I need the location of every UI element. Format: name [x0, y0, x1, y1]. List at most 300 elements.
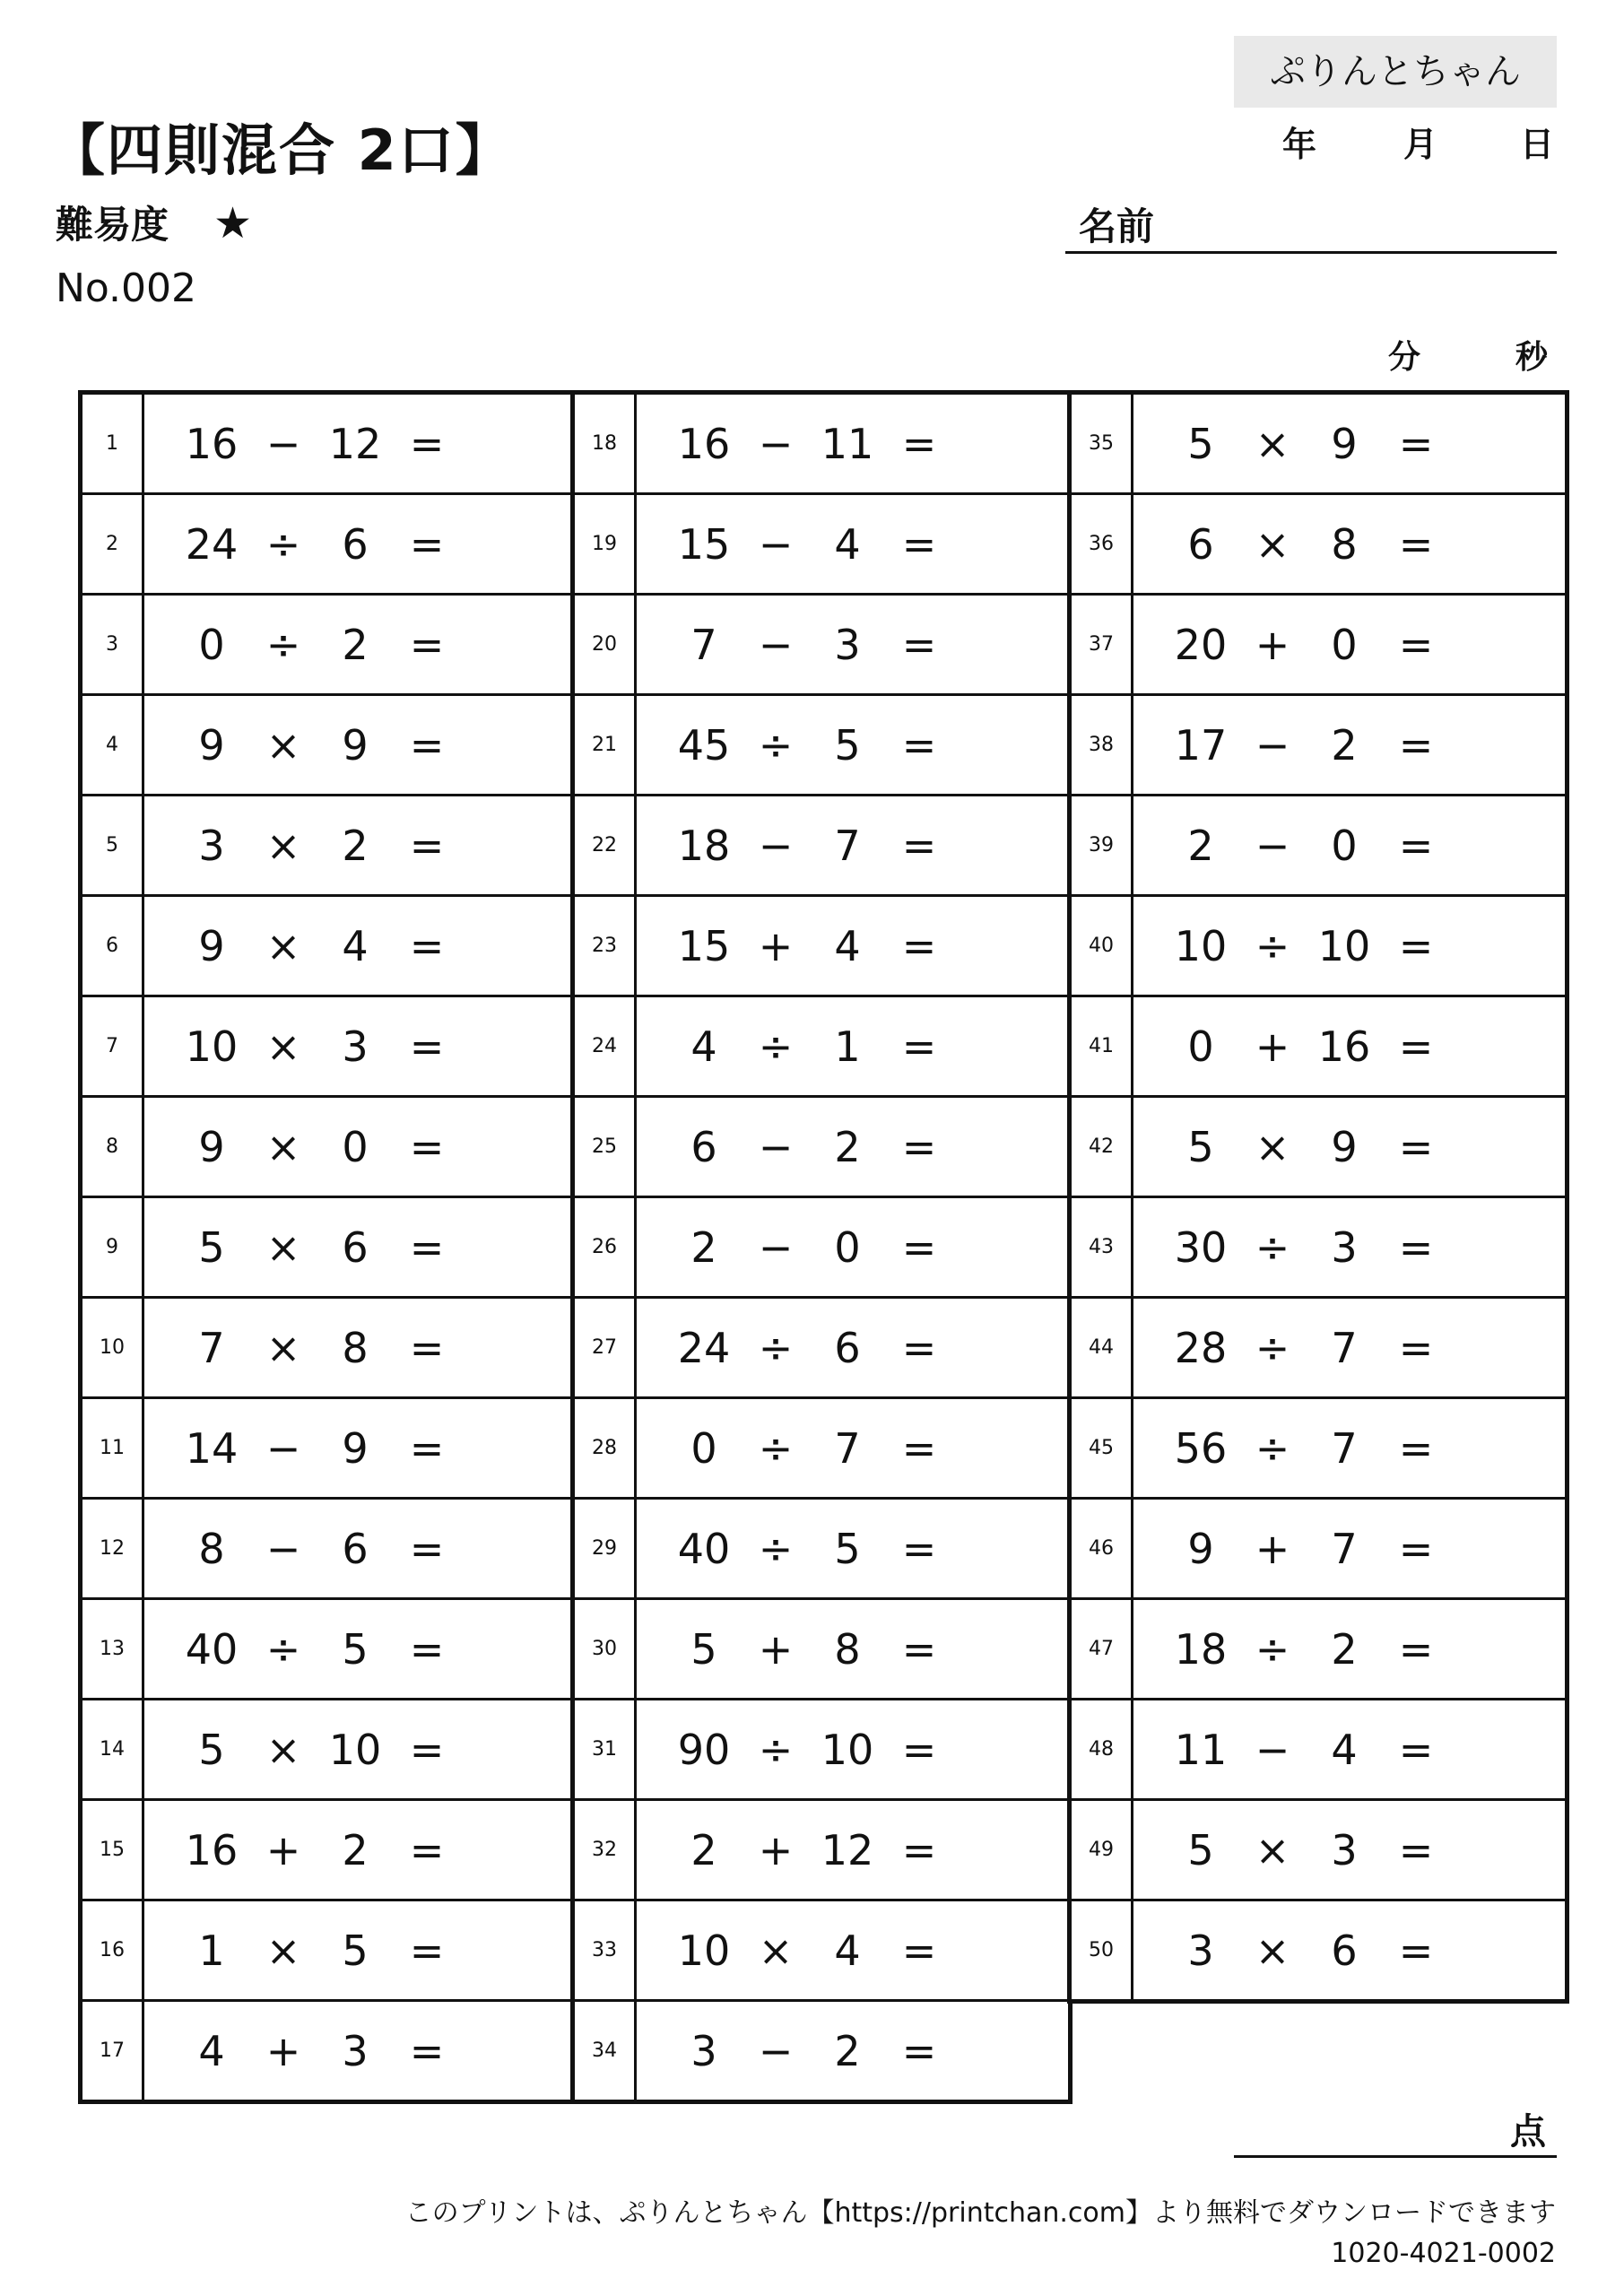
- problem-number: 34: [575, 2002, 637, 2100]
- problem-row: [575, 1198, 1068, 1299]
- equals-sign: =: [409, 419, 445, 468]
- problem-expression[interactable]: [144, 1198, 576, 1296]
- operand-right: 2: [1331, 1624, 1358, 1674]
- problem-number: 41: [1072, 997, 1133, 1095]
- operator: ÷: [265, 620, 301, 669]
- problem-row: [575, 1500, 1068, 1600]
- problem-expression[interactable]: [1133, 1299, 1565, 1396]
- operator: −: [758, 2026, 794, 2075]
- operator: ÷: [758, 1725, 794, 1774]
- problem-expression[interactable]: [144, 997, 576, 1095]
- problem-expression[interactable]: [637, 395, 1068, 492]
- equals-sign: =: [901, 921, 937, 970]
- operand-left: 24: [677, 1323, 731, 1372]
- problem-number: 27: [575, 1299, 637, 1396]
- operand-right: 0: [1331, 620, 1358, 669]
- problem-row: [1072, 1801, 1565, 1901]
- problem-number: 23: [575, 897, 637, 995]
- operator: ×: [265, 1725, 301, 1774]
- problem-number: 16: [83, 1901, 144, 1999]
- equals-sign: =: [901, 1624, 937, 1674]
- equals-sign: =: [1398, 519, 1434, 569]
- problem-expression[interactable]: [1133, 495, 1565, 593]
- equals-sign: =: [409, 821, 445, 870]
- problem-expression[interactable]: [1133, 596, 1565, 693]
- operand-right: 4: [834, 519, 861, 569]
- problem-row: [83, 1901, 576, 2002]
- score-label: 点: [1510, 2111, 1546, 2152]
- operand-left: 0: [1187, 1022, 1214, 1071]
- problem-number: 36: [1072, 495, 1133, 593]
- problem-row: [1072, 395, 1565, 495]
- operand-right: 0: [1331, 821, 1358, 870]
- problem-expression[interactable]: [144, 796, 576, 894]
- operand-left: 7: [198, 1323, 225, 1372]
- operand-left: 2: [690, 1825, 717, 1874]
- operator: ÷: [1255, 1624, 1290, 1674]
- problem-number: 37: [1072, 596, 1133, 693]
- problem-expression[interactable]: [1133, 1801, 1565, 1899]
- problem-expression[interactable]: [637, 696, 1068, 794]
- operand-left: 45: [677, 720, 731, 770]
- equals-sign: =: [409, 1624, 445, 1674]
- operand-left: 40: [185, 1624, 239, 1674]
- operator: ×: [1255, 1926, 1290, 1975]
- operator: ÷: [265, 1624, 301, 1674]
- operand-left: 18: [1174, 1624, 1228, 1674]
- equals-sign: =: [1398, 1222, 1434, 1272]
- equals-sign: =: [901, 1222, 937, 1272]
- problem-row: [83, 1299, 576, 1399]
- operand-left: 14: [185, 1423, 239, 1473]
- problem-number: 25: [575, 1098, 637, 1196]
- operator: +: [758, 1624, 794, 1674]
- problem-row: [575, 1098, 1068, 1198]
- problem-number: 33: [575, 1901, 637, 1999]
- problem-expression[interactable]: [1133, 1399, 1565, 1497]
- equals-sign: =: [409, 1524, 445, 1573]
- equals-sign: =: [1398, 1725, 1434, 1774]
- operand-right: 7: [1331, 1323, 1358, 1372]
- operand-right: 9: [342, 720, 369, 770]
- problem-number: 29: [575, 1500, 637, 1597]
- problem-expression[interactable]: [1133, 395, 1565, 492]
- operator: ÷: [758, 1323, 794, 1372]
- problem-number: 24: [575, 997, 637, 1095]
- problem-number: 46: [1072, 1500, 1133, 1597]
- problem-number: 47: [1072, 1600, 1133, 1698]
- equals-sign: =: [901, 1423, 937, 1473]
- operand-left: 30: [1174, 1222, 1228, 1272]
- operand-right: 11: [821, 419, 874, 468]
- operator: −: [265, 1423, 301, 1473]
- operand-left: 3: [1187, 1926, 1214, 1975]
- operand-left: 10: [1174, 921, 1228, 970]
- problem-number: 19: [575, 495, 637, 593]
- operand-right: 0: [834, 1222, 861, 1272]
- problem-row: [575, 1801, 1068, 1901]
- operand-left: 10: [677, 1926, 731, 1975]
- operator: ×: [265, 1323, 301, 1372]
- operator: ÷: [1255, 1423, 1290, 1473]
- operand-right: 6: [1331, 1926, 1358, 1975]
- problem-row: [1072, 1600, 1565, 1700]
- operand-right: 7: [1331, 1524, 1358, 1573]
- problem-expression[interactable]: [637, 1901, 1068, 1999]
- operand-left: 3: [198, 821, 225, 870]
- operand-right: 6: [834, 1323, 861, 1372]
- operator: +: [1255, 1022, 1290, 1071]
- operator: ×: [265, 1122, 301, 1171]
- operand-right: 10: [821, 1725, 874, 1774]
- problem-expression[interactable]: [637, 1600, 1068, 1698]
- name-field[interactable]: [1065, 197, 1557, 254]
- problem-expression[interactable]: [1133, 897, 1565, 995]
- problem-row: [575, 1901, 1068, 2002]
- problem-expression[interactable]: [144, 495, 576, 593]
- problem-row: [83, 395, 576, 495]
- problem-number: 42: [1072, 1098, 1133, 1196]
- operand-right: 9: [1331, 419, 1358, 468]
- operand-right: 5: [342, 1624, 369, 1674]
- equals-sign: =: [901, 519, 937, 569]
- problem-expression[interactable]: [1133, 1198, 1565, 1296]
- operand-left: 18: [677, 821, 731, 870]
- operator: −: [758, 419, 794, 468]
- date-year-label: 年: [1282, 125, 1317, 164]
- operator: +: [1255, 1524, 1290, 1573]
- equals-sign: =: [901, 720, 937, 770]
- problem-row: [83, 696, 576, 796]
- operand-right: 4: [834, 1926, 861, 1975]
- difficulty-label: 難易度: [56, 203, 169, 247]
- operand-right: 3: [342, 2026, 369, 2075]
- operator: ×: [265, 1222, 301, 1272]
- operand-left: 5: [198, 1725, 225, 1774]
- operator: −: [265, 1524, 301, 1573]
- operand-left: 2: [690, 1222, 717, 1272]
- operator: ×: [265, 821, 301, 870]
- problem-expression[interactable]: [144, 897, 576, 995]
- problem-row: [83, 1098, 576, 1198]
- operand-left: 16: [185, 1825, 239, 1874]
- operand-left: 4: [198, 2026, 225, 2075]
- problem-expression[interactable]: [637, 2002, 1068, 2100]
- problem-row: [83, 596, 576, 696]
- equals-sign: =: [901, 1725, 937, 1774]
- problem-expression[interactable]: [144, 395, 576, 492]
- problem-column-3: [1067, 390, 1569, 2004]
- operand-right: 4: [342, 921, 369, 970]
- equals-sign: =: [901, 1022, 937, 1071]
- problem-expression[interactable]: [1133, 796, 1565, 894]
- operator: ×: [1255, 1825, 1290, 1874]
- equals-sign: =: [901, 1825, 937, 1874]
- operator: ×: [265, 1022, 301, 1071]
- operand-right: 5: [834, 1524, 861, 1573]
- operand-left: 28: [1174, 1323, 1228, 1372]
- problem-number: 20: [575, 596, 637, 693]
- operand-right: 2: [342, 1825, 369, 1874]
- operand-right: 2: [342, 620, 369, 669]
- operand-right: 3: [834, 620, 861, 669]
- operator: −: [758, 1122, 794, 1171]
- problem-number: 7: [83, 997, 144, 1095]
- problem-expression[interactable]: [637, 1198, 1068, 1296]
- problem-number: 5: [83, 796, 144, 894]
- operand-right: 9: [342, 1423, 369, 1473]
- operand-left: 10: [185, 1022, 239, 1071]
- problem-expression[interactable]: [1133, 696, 1565, 794]
- operand-left: 16: [185, 419, 239, 468]
- problem-row: [83, 1500, 576, 1600]
- problem-row: [575, 696, 1068, 796]
- problem-row: [575, 2002, 1068, 2100]
- problem-number: 45: [1072, 1399, 1133, 1497]
- equals-sign: =: [409, 1323, 445, 1372]
- problem-number: 31: [575, 1700, 637, 1798]
- problem-row: [83, 2002, 576, 2100]
- problem-number: 18: [575, 395, 637, 492]
- operand-right: 7: [834, 1423, 861, 1473]
- problem-row: [575, 596, 1068, 696]
- equals-sign: =: [901, 821, 937, 870]
- equals-sign: =: [1398, 419, 1434, 468]
- problem-expression[interactable]: [144, 1098, 576, 1196]
- problem-expression[interactable]: [144, 596, 576, 693]
- operator: ×: [1255, 1122, 1290, 1171]
- operand-right: 6: [342, 519, 369, 569]
- problem-number: 39: [1072, 796, 1133, 894]
- operand-right: 8: [834, 1624, 861, 1674]
- operand-right: 2: [1331, 720, 1358, 770]
- operand-right: 2: [342, 821, 369, 870]
- equals-sign: =: [901, 419, 937, 468]
- problem-expression[interactable]: [637, 897, 1068, 995]
- problem-row: [83, 1198, 576, 1299]
- problem-expression[interactable]: [144, 696, 576, 794]
- problem-row: [83, 1399, 576, 1500]
- problem-expression[interactable]: [637, 1700, 1068, 1798]
- operator: +: [1255, 620, 1290, 669]
- problem-row: [1072, 997, 1565, 1098]
- problem-number: 13: [83, 1600, 144, 1698]
- problem-row: [83, 897, 576, 997]
- problem-expression[interactable]: [144, 1801, 576, 1899]
- problem-expression[interactable]: [1133, 1700, 1565, 1798]
- operand-left: 6: [1187, 519, 1214, 569]
- problem-expression[interactable]: [144, 1500, 576, 1597]
- operator: +: [265, 2026, 301, 2075]
- operand-left: 9: [198, 1122, 225, 1171]
- operand-right: 10: [328, 1725, 382, 1774]
- operand-right: 2: [834, 1122, 861, 1171]
- operand-right: 16: [1317, 1022, 1371, 1071]
- operand-right: 8: [342, 1323, 369, 1372]
- operator: −: [758, 519, 794, 569]
- operator: ×: [758, 1926, 794, 1975]
- problem-number: 12: [83, 1500, 144, 1597]
- problem-number: 21: [575, 696, 637, 794]
- problem-number: 32: [575, 1801, 637, 1899]
- problem-expression[interactable]: [1133, 1901, 1565, 1999]
- problem-number: 49: [1072, 1801, 1133, 1899]
- problem-row: [1072, 495, 1565, 596]
- date-day-label: 日: [1520, 125, 1555, 164]
- equals-sign: =: [1398, 1122, 1434, 1171]
- problem-expression[interactable]: [144, 1901, 576, 1999]
- problem-expression[interactable]: [637, 997, 1068, 1095]
- problem-number: 9: [83, 1198, 144, 1296]
- footer-note: このプリントは、ぷりんとちゃん【https://printchan.com】より無料でダウンロードできます: [404, 2197, 1556, 2229]
- problem-number: 30: [575, 1600, 637, 1698]
- operand-right: 4: [834, 921, 861, 970]
- operand-right: 2: [834, 2026, 861, 2075]
- problem-number: 17: [83, 2002, 144, 2100]
- problem-number: 26: [575, 1198, 637, 1296]
- equals-sign: =: [1398, 1524, 1434, 1573]
- operand-right: 10: [1317, 921, 1371, 970]
- problem-row: [83, 1600, 576, 1700]
- equals-sign: =: [901, 620, 937, 669]
- equals-sign: =: [901, 2026, 937, 2075]
- problem-row: [575, 1600, 1068, 1700]
- problem-row: [1072, 1198, 1565, 1299]
- equals-sign: =: [409, 1222, 445, 1272]
- operator: −: [758, 620, 794, 669]
- operator: −: [1255, 720, 1290, 770]
- problem-expression[interactable]: [637, 1098, 1068, 1196]
- problem-column-2: [570, 390, 1073, 2104]
- equals-sign: =: [1398, 720, 1434, 770]
- operator: ÷: [758, 720, 794, 770]
- operand-left: 5: [1187, 1122, 1214, 1171]
- operand-left: 7: [690, 620, 717, 669]
- operand-left: 90: [677, 1725, 731, 1774]
- problem-expression[interactable]: [144, 1600, 576, 1698]
- operand-left: 16: [677, 419, 731, 468]
- equals-sign: =: [901, 1524, 937, 1573]
- problem-row: [1072, 1399, 1565, 1500]
- problem-expression[interactable]: [637, 495, 1068, 593]
- problem-expression[interactable]: [637, 796, 1068, 894]
- operand-left: 15: [677, 921, 731, 970]
- operand-left: 0: [198, 620, 225, 669]
- equals-sign: =: [1398, 1926, 1434, 1975]
- problem-expression[interactable]: [637, 1399, 1068, 1497]
- problem-expression[interactable]: [1133, 1600, 1565, 1698]
- operand-right: 7: [1331, 1423, 1358, 1473]
- problem-row: [1072, 796, 1565, 897]
- operand-left: 56: [1174, 1423, 1228, 1473]
- equals-sign: =: [409, 2026, 445, 2075]
- score-field[interactable]: [1234, 2103, 1557, 2158]
- operator: +: [758, 921, 794, 970]
- operator: ÷: [265, 519, 301, 569]
- problem-expression[interactable]: [637, 1299, 1068, 1396]
- operand-left: 5: [198, 1222, 225, 1272]
- operator: +: [758, 1825, 794, 1874]
- operand-left: 15: [677, 519, 731, 569]
- problem-number: 38: [1072, 696, 1133, 794]
- equals-sign: =: [901, 1122, 937, 1171]
- problem-row: [83, 495, 576, 596]
- problem-row: [575, 495, 1068, 596]
- operand-left: 20: [1174, 620, 1228, 669]
- operand-right: 12: [821, 1825, 874, 1874]
- problem-expression[interactable]: [144, 1299, 576, 1396]
- operator: −: [758, 1222, 794, 1272]
- problem-row: [83, 1801, 576, 1901]
- problem-number: 3: [83, 596, 144, 693]
- operand-left: 24: [185, 519, 239, 569]
- problem-row: [1072, 696, 1565, 796]
- time-fields: [1372, 332, 1560, 377]
- operand-left: 5: [690, 1624, 717, 1674]
- problem-row: [1072, 1700, 1565, 1801]
- operand-right: 8: [1331, 519, 1358, 569]
- problem-row: [575, 1700, 1068, 1801]
- problem-row: [1072, 1500, 1565, 1600]
- problem-expression[interactable]: [1133, 1500, 1565, 1597]
- operand-left: 9: [198, 921, 225, 970]
- problem-row: [575, 1299, 1068, 1399]
- equals-sign: =: [409, 720, 445, 770]
- problem-row: [1072, 1299, 1565, 1399]
- operator: ×: [1255, 519, 1290, 569]
- operand-right: 12: [328, 419, 382, 468]
- operator: ×: [265, 1926, 301, 1975]
- problem-expression[interactable]: [637, 1801, 1068, 1899]
- problem-expression[interactable]: [144, 2002, 576, 2100]
- operand-left: 2: [1187, 821, 1214, 870]
- problem-row: [575, 897, 1068, 997]
- equals-sign: =: [409, 1122, 445, 1171]
- operator: −: [758, 821, 794, 870]
- equals-sign: =: [409, 921, 445, 970]
- page-title: 【四則混合 2口】: [49, 117, 513, 183]
- problem-expression[interactable]: [637, 596, 1068, 693]
- operand-right: 6: [342, 1524, 369, 1573]
- operand-right: 0: [342, 1122, 369, 1171]
- problem-row: [575, 1399, 1068, 1500]
- operand-right: 1: [834, 1022, 861, 1071]
- equals-sign: =: [409, 620, 445, 669]
- operand-left: 8: [198, 1524, 225, 1573]
- problem-expression[interactable]: [1133, 1098, 1565, 1196]
- difficulty: [56, 196, 252, 249]
- problem-expression[interactable]: [1133, 997, 1565, 1095]
- problem-number: 35: [1072, 395, 1133, 492]
- problem-number: 50: [1072, 1901, 1133, 1999]
- operand-left: 6: [690, 1122, 717, 1171]
- problem-number: 8: [83, 1098, 144, 1196]
- operand-right: 3: [1331, 1825, 1358, 1874]
- operator: −: [1255, 821, 1290, 870]
- problem-expression[interactable]: [637, 1500, 1068, 1597]
- problem-number: 11: [83, 1399, 144, 1497]
- operand-left: 9: [198, 720, 225, 770]
- problem-number: 1: [83, 395, 144, 492]
- equals-sign: =: [409, 1725, 445, 1774]
- equals-sign: =: [1398, 1423, 1434, 1473]
- operand-left: 3: [690, 2026, 717, 2075]
- problem-row: [83, 1700, 576, 1801]
- operand-right: 5: [834, 720, 861, 770]
- problem-expression[interactable]: [144, 1399, 576, 1497]
- problem-expression[interactable]: [144, 1700, 576, 1798]
- problem-number: 44: [1072, 1299, 1133, 1396]
